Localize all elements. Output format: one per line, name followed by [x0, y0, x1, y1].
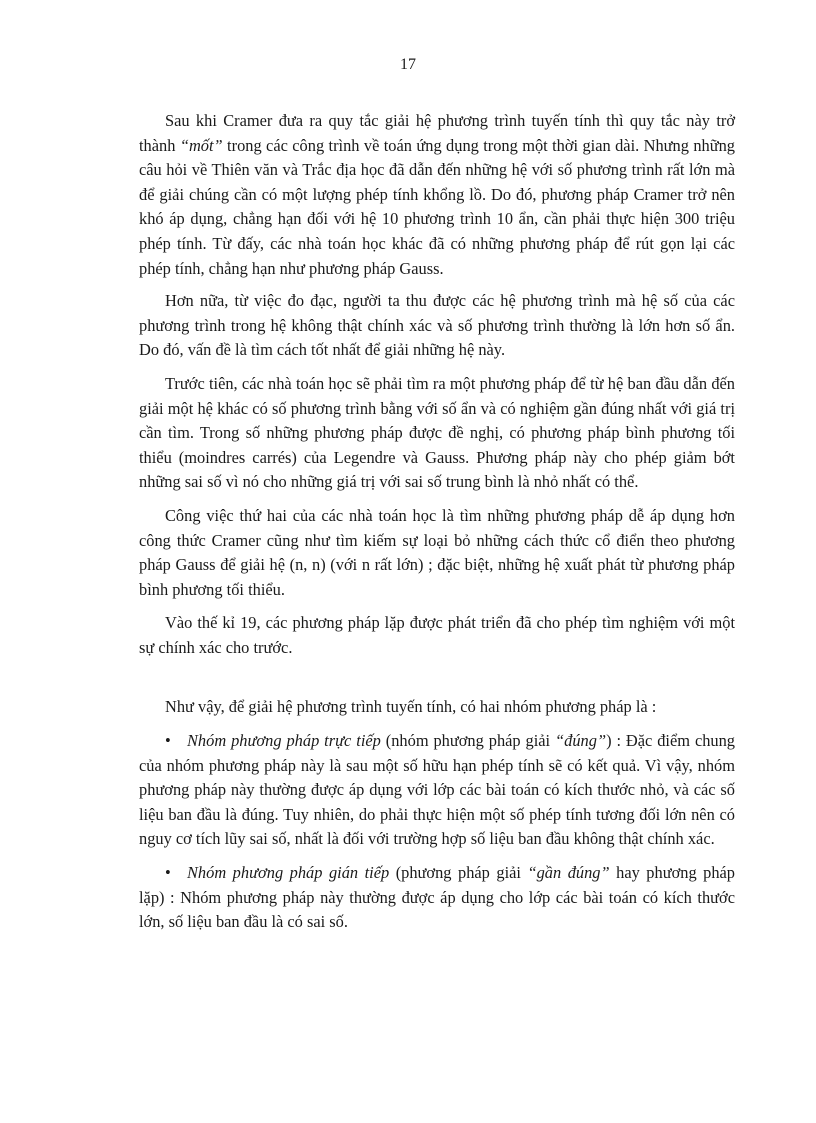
bullet-text: (phương pháp giải	[389, 863, 528, 883]
bullet-text: (nhóm phương pháp giải	[380, 731, 556, 751]
bullet-icon: •	[165, 731, 171, 751]
page-body	[139, 109, 735, 935]
paragraph-least-squares: Trước tiên, các nhà toán học sẽ phải tìm ra một phương pháp để từ hệ ban đầu dẫn đến giải một hệ khác có số phương trình bằng với số ẩn và có nghiệm gần đúng nhất với giá trị cần tìm. Trong số những phương pháp được đề nghị, có phương pháp bình phương tối thiểu (moindres carrés) của Legendre và Gauss. Phương pháp này cho phép giảm bớt những sai số vì nó cho những giá trị với sai số trung bình là nhỏ nhất có thể.	[139, 373, 735, 492]
paragraph-text: Sau khi Cramer đưa ra quy tắc giải hệ phương trình tuyến tính thì quy tắc này trở thành	[139, 111, 735, 155]
paragraph-cramer-history	[139, 109, 735, 281]
bullet-direct-methods	[139, 729, 735, 852]
paragraph-second-task: Công việc thứ hai của các nhà toán học là tìm những phương pháp dễ áp dụng hơn công thức Cramer cũng như tìm kiếm sự loại bỏ những cách thức cổ điển theo phương pháp Gauss để giải hệ (n, n) (với n rất lớn) ; đặc biệt, những hệ xuất phát từ phương pháp bình phương tối thiểu.	[139, 505, 735, 599]
paragraph-iterative: Vào thế kỉ 19, các phương pháp lặp được phát triển đã cho phép tìm nghiệm với một sự chính xác cho trước.	[139, 613, 735, 657]
bullet-term: Nhóm phương pháp gián tiếp	[187, 863, 390, 883]
bullet-term: Nhóm phương pháp trực tiếp	[187, 731, 381, 751]
bullet-text: ) : Đặc điểm chung của nhóm phương pháp này là sau một số hữu hạn phép tính sẽ có kết quả. Vì vậy, nhóm phương pháp này thường được áp dụng với lớp các bài toán có kích thước nhỏ, và các số liệu ban đầu là đúng. Tuy nhiên, do phải thực hiện một số phép tính tương đối lớn nên có nguy cơ tích lũy sai số, nhất là đối với trường hợp số liệu ban đầu không thật chính xác.	[139, 731, 735, 849]
page-number: 17	[400, 56, 416, 73]
bullet-indirect-methods	[139, 861, 735, 935]
bullet-icon: •	[165, 863, 171, 883]
bullet-quote: “đúng”	[555, 731, 607, 751]
bullet-quote: “gần đúng”	[527, 863, 610, 883]
emphasis-mot: “mốt”	[179, 135, 223, 155]
paragraph-two-groups: Như vậy, để giải hệ phương trình tuyến tính, có hai nhóm phương pháp là :	[165, 697, 657, 717]
bullet-text: hay phương pháp lặp) : Nhóm phương pháp này thường được áp dụng cho lớp các bài toán có kích thước lớn, số liệu ban đầu là có sai số.	[139, 863, 736, 932]
paragraph-measurement: Hơn nữa, từ việc đo đạc, người ta thu được các hệ phương trình mà hệ số của các phương trình trong hệ không thật chính xác và số phương trình thường là lớn hơn số ẩn. Do đó, vấn đề là tìm cách tốt nhất để giải những hệ này.	[139, 291, 735, 360]
paragraph-text: trong các công trình về toán ứng dụng trong một thời gian dài. Nhưng những câu hỏi về Thiên văn và Trắc địa học đã dẫn đến những hệ với số phương trình rất lớn mà để giải chúng cần có một lượng phép tính khổng lồ. Do đó, phương pháp Cramer trở nên khó áp dụng, chẳng hạn đối với hệ 10 phương trình 10 ẩn, cần phải thực hiện 300 triệu phép tính. Từ đấy, các nhà toán học khác đã có những phương pháp để rút gọn lại các phép tính, chẳng hạn như phương pháp Gauss.	[139, 135, 735, 278]
